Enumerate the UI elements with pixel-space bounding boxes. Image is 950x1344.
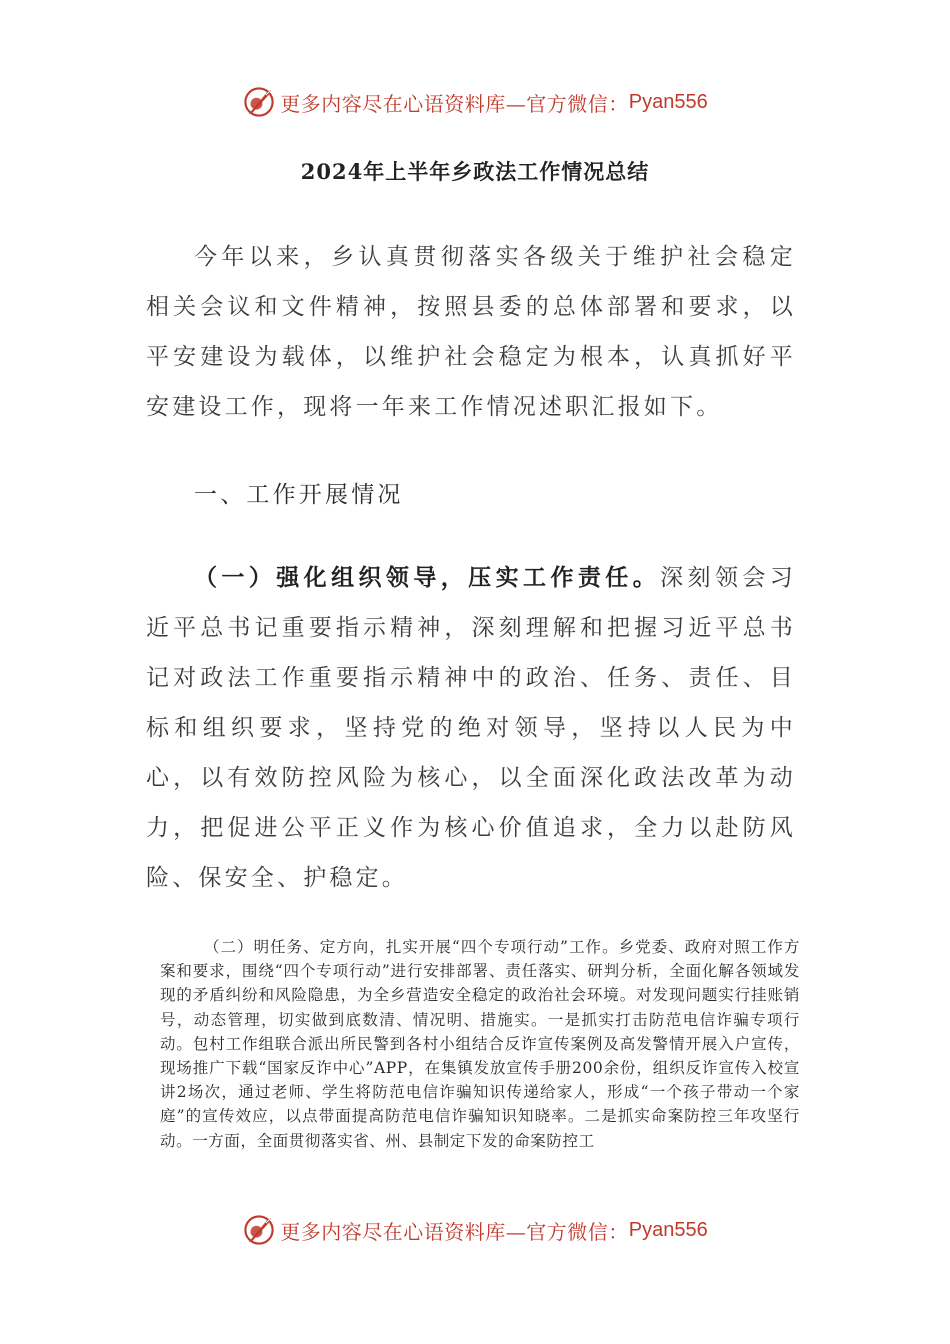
item-one-lead: （一）强化组织领导，压实工作责任。: [194, 564, 661, 591]
watermark-wechat-id: Pyan556: [628, 1218, 708, 1241]
intro-paragraph: 今年以来，乡认真贯彻落实各级关于维护社会稳定相关会议和文件精神，按照县委的总体部署和要求，以平安建设为载体，以维护社会稳定为根本，认真抓好平安建设工作，现将一年来工作情况述职汇报如下。: [146, 244, 796, 420]
watermark-text: 更多内容尽在心语资料库—官方微信：: [280, 91, 629, 116]
document-title: 2024年上半年乡政法工作情况总结: [300, 159, 650, 184]
watermark-header: [0, 82, 950, 122]
watermark-text: 更多内容尽在心语资料库—官方微信：: [280, 1219, 629, 1244]
section-heading: 一、工作开展情况: [194, 482, 404, 508]
watermark-wechat-id: Pyan556: [628, 90, 708, 113]
item-one-body: 深刻领会习近平总书记重要指示精神，深刻理解和把握习近平总书记对政法工作重要指示精神中的政治、任务、责任、目标和组织要求，坚持党的绝对领导，坚持以人民为中心，以有效防控风险为核心，以全面深化政法改革为动力，把促进公平正义作为核心价值追求，全力以赴防风险、保安全、护稳定。: [146, 565, 796, 891]
quill-pen-logo-icon: [242, 1213, 276, 1247]
item-two-paragraph: （二）明任务、定方向，扎实开展“四个专项行动”工作。乡党委、政府对照工作方案和要求，围绕“四个专项行动”进行安排部署、责任落实、研判分析，全面化解各领域发现的矛盾纠纷和风险隐患，为全乡营造安全稳定的政治社会环境。对发现问题实行挂账销号，动态管理，切实做到底数清、情况明、措施实。一是抓实打击防范电信诈骗专项行动。包村工作组联合派出所民警到各村小组结合反诈宣传案例及高发警情开展入户宣传，现场推广下载“国家反诈中心”APP，在集镇发放宣传手册200余份，组织反诈宣传入校宣讲2场次，通过老师、学生将防范电信诈骗知识传递给家人，形成“一个孩子带动一个家庭”的宣传效应，以点带面提高防范电信诈骗知识知晓率。二是抓实命案防控三年攻坚行动。一方面，全面贯彻落实省、州、县制定下发的命案防控工: [160, 938, 800, 1150]
quill-pen-logo-icon: [242, 85, 276, 119]
watermark-footer: [0, 1210, 950, 1250]
item-one-paragraph: [146, 553, 796, 903]
